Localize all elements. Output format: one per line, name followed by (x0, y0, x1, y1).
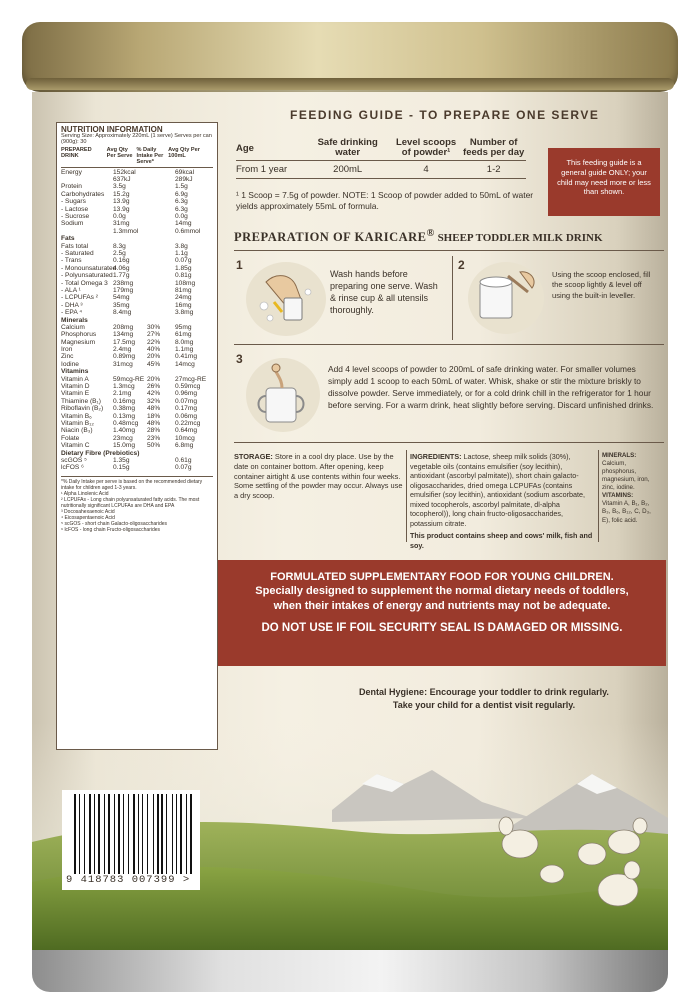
feeding-header-age: Age (236, 143, 254, 154)
barcode-bar (94, 794, 95, 874)
nutrition-cell-p (147, 214, 175, 221)
nutrition-cell-p (147, 458, 175, 465)
nutrition-cell-a: 238mg (113, 279, 134, 287)
nutrition-cell-p (147, 244, 175, 251)
preparation-divider-bottom (234, 442, 664, 443)
nutrition-cell-a: 8.3g (113, 242, 126, 250)
dental-label: Dental Hygiene: (359, 687, 428, 697)
nutrition-cell-a: 31mcg (113, 360, 133, 368)
nutrition-cell-c: 24mg (175, 294, 192, 302)
nutrition-cell-n: Sodium (61, 220, 84, 228)
nutrition-cell-a: 0.38mg (113, 405, 135, 413)
nutrition-cell-a: 1.77g (113, 272, 130, 280)
step-3-illustration (246, 358, 320, 432)
nutrition-cell-n: Vitamin B₆ (61, 412, 92, 420)
nutrition-cell-c: 8.0mg (175, 338, 194, 346)
nutrition-serving: Serving Size: Approximately 220mL (1 serve) Serves per can (900g): 30 (61, 133, 212, 146)
feeding-water: 200mL (333, 163, 363, 175)
barcode-bar (108, 794, 110, 874)
step-2-illustration (468, 262, 544, 334)
nutrition-cell-p (147, 295, 175, 302)
nutrition-row (61, 465, 213, 472)
preparation-title (234, 228, 603, 245)
nutrition-cell-n: Folate (61, 434, 80, 442)
nutrition-cell-a: 134mg (113, 331, 134, 339)
nutrition-cell-c: 6.9g (175, 190, 188, 198)
nutrition-cell-c: 0.07g (175, 464, 192, 472)
step-2-number: 2 (458, 258, 465, 272)
nutrition-footnote: ⁶ lcFOS - long chain Fructo-oligosaccharides (61, 526, 161, 533)
storage-instructions (234, 452, 404, 501)
nutrition-cell-n: scGOS ⁵ (61, 456, 87, 464)
dental-hygiene-note (324, 686, 644, 711)
nutrition-cell-p: 50% (147, 442, 161, 450)
nutrition-cell-p (147, 229, 175, 236)
nutrition-footnote: ² LCPUFAs - Long chain polyunsaturated fatty acids. The most nutritionally significant LCPUFAs are DHA and EPA (61, 496, 200, 509)
banner-line-3: when their intakes of energy and nutrients may not be adequate. (273, 599, 611, 612)
barcode-bar (138, 794, 139, 874)
nutrition-cell-c: 1.1g (175, 249, 188, 257)
nutrition-cell-n: Niacin (B₃) (61, 427, 93, 435)
nutrition-cell-n: Fats (61, 235, 75, 243)
nutrition-cell-c: 0.6mmol (175, 227, 201, 235)
minerals-vitamins-list (602, 452, 652, 525)
nutrition-cell-a: 0.16g (113, 257, 130, 265)
nutrition-row (61, 229, 213, 236)
nutrition-cell-n: - Trans (61, 257, 82, 265)
nutrition-cell-n: Iron (61, 346, 73, 354)
step-1-number: 1 (236, 258, 243, 272)
preparation-divider-middle (234, 344, 664, 345)
nutrition-cell-a: 0.48mcg (113, 419, 139, 427)
barcode-bar (136, 794, 137, 874)
barcode-bar (155, 794, 156, 874)
scoop-leveling-icon (468, 262, 544, 334)
barcode-bar (157, 794, 159, 874)
nutrition-cell-p (147, 288, 175, 295)
step-1-illustration (246, 262, 326, 336)
nutrition-cell-p (147, 310, 175, 317)
nutrition-cell-p: 26% (147, 383, 161, 391)
nutrition-cell-a: 637kJ (113, 176, 131, 184)
nutrition-cell-p (147, 199, 175, 206)
nutrition-footnotes (61, 476, 213, 533)
can-bottom-rim (32, 950, 668, 992)
nutrition-cell-n: Thiamine (B₁) (61, 397, 101, 405)
nutrition-cell-n: Minerals (61, 316, 88, 324)
nutrition-cell-n: Vitamin D (61, 383, 90, 391)
nutrition-cell-a: 1.40mg (113, 427, 135, 435)
dental-line-1: Encourage your toddler to drink regularly. (427, 687, 609, 697)
barcode-bar (81, 794, 84, 874)
nutrition-cell-p (147, 184, 175, 191)
barcode-bar (174, 794, 176, 874)
nutrition-cell-a: 1.3mcg (113, 383, 135, 391)
nutrition-cell-p (147, 465, 175, 472)
nutrition-cell-c: 0.07g (175, 257, 192, 265)
barcode-bar (114, 794, 115, 874)
nutrition-cell-c: 61mg (175, 331, 192, 339)
barcode-bar (188, 794, 189, 874)
nutrition-cell-a: 59mcg-RE (113, 375, 145, 383)
minerals-label: MINERALS: (602, 452, 637, 459)
nutrition-cell-n: - EPA ⁴ (61, 309, 83, 317)
nutrition-cell-p: 30% (147, 323, 161, 331)
barcode-bar (166, 794, 167, 874)
nutrition-cell-n: Vitamin C (61, 442, 90, 450)
nutrition-cell-c: 0.96mg (175, 390, 197, 398)
banner-line-2: Specially designed to supplement the normal dietary needs of toddlers, (255, 585, 629, 598)
preparation-divider-top (234, 250, 664, 251)
nutrition-footnote: ⁵ scGOS - short chain Galacto-oligosaccharides (61, 520, 168, 527)
nutrition-footnote: ¹ Alpha Linolenic Acid (61, 490, 109, 497)
nutrition-cell-p (147, 221, 175, 228)
minerals-text: Calcium, phosphorus, magnesium, iron, zinc, iodine. (602, 460, 650, 492)
nutrition-cell-p: 32% (147, 397, 161, 405)
nutrition-cell-p: 45% (147, 360, 161, 368)
nutrition-rows (61, 170, 213, 473)
nutrition-footnote: *% Daily Intake per serve is based on the recommended dietary intake for children aged 1-3 years. (61, 478, 203, 491)
barcode-bar (142, 794, 144, 874)
barcode-bar (168, 794, 171, 874)
nutrition-cell-c: 0.61g (175, 456, 192, 464)
nutrition-cell-a: 15.0mg (113, 442, 135, 450)
feeding-header-feeds: Number of feeds per day (463, 137, 525, 158)
nutrition-footnote: ³ Docosahexaenoic Acid (61, 508, 115, 515)
nutrition-cell-p: 28% (147, 427, 161, 435)
nutrition-cell-c: 108mg (175, 279, 196, 287)
nutrition-cell-n: lcFOS ⁶ (61, 464, 84, 472)
nutrition-cell-c: 0.0g (175, 213, 188, 221)
nutrition-cell-c: 1.85g (175, 264, 192, 272)
barcode-bar (160, 794, 161, 874)
foil-seal-warning: DO NOT USE IF FOIL SECURITY SEAL IS DAMAGED OR MISSING. (261, 621, 623, 634)
nutrition-row (61, 177, 213, 184)
barcode-bar (121, 794, 122, 874)
nutrition-cell-c: 6.3g (175, 205, 188, 213)
barcode-bar (86, 794, 88, 874)
nutrition-cell-p: 23% (147, 434, 161, 442)
barcode-bar (176, 794, 177, 874)
dental-line-2: Take your child for a dentist visit regularly. (392, 699, 576, 710)
barcode-bar (147, 794, 148, 874)
sheep-3-head (633, 818, 647, 834)
nutrition-header (61, 148, 213, 168)
lamb-1 (540, 865, 564, 883)
nutrition-cell-p (147, 170, 175, 177)
nutrition-cell-p (147, 192, 175, 199)
vitamins-label: VITAMINS: (602, 492, 634, 500)
nutrition-cell-n: - Saturated (61, 249, 94, 257)
nutrition-cell-n: Vitamins (61, 368, 89, 376)
feeding-age: From 1 year (236, 163, 288, 175)
nutrition-cell-a: 1.3mmol (113, 227, 139, 235)
nutrition-footnote: ⁴ Eicosapentaenoic Acid (61, 514, 115, 521)
barcode-bar (123, 794, 124, 874)
nutrition-cell-n: Magnesium (61, 338, 96, 346)
step-3-number: 3 (236, 352, 243, 366)
preparation-title-rest: SHEEP TODDLER MILK DRINK (434, 232, 603, 245)
barcode-bar (79, 794, 80, 874)
nutrition-cell-n: Vitamin A (61, 375, 89, 383)
nutrition-cell-a: 179mg (113, 286, 134, 294)
nutrition-header-daily: % Daily Intake Per Serve* (136, 147, 164, 165)
barcode-bar (153, 794, 154, 874)
nutrition-cell-c: 14mg (175, 220, 192, 228)
feeding-guide-note-box: This feeding guide is a general guide ONLY; your child may need more or less than shown. (548, 148, 660, 216)
nutrition-cell-a: 15.2g (113, 190, 130, 198)
barcode-bar (125, 794, 127, 874)
ingredients-text: Lactose, sheep milk solids (30%), vegetable oils (contains emulsifier (soy lecithin), antioxidant (ascorbyl palmitate)), short chain galacto-oligosaccharides, dried omega LCPUFAs (contains emulsifier (soy lecithin), antioxidant (sodium ascorbate, mixed tocopherols, ascorbyl palmitate, dl-alpha tocopherol)), long chain fructo-oligosaccharides, potassium citrate. (410, 452, 585, 528)
nutrition-cell-p: 42% (147, 390, 161, 398)
feeding-guide-scoop-note: ¹ 1 Scoop = 7.5g of powder. NOTE: 1 Scoop of powder added to 50mL of water yields approximately 55mL of formula. (236, 190, 534, 212)
nutrition-cell-p (147, 258, 175, 265)
nutrition-cell-p: 20% (147, 375, 161, 383)
nutrition-cell-c: 0.07mg (175, 397, 197, 405)
barcode-bar (140, 794, 141, 874)
barcode-bar (186, 794, 187, 874)
nutrition-cell-c: 0.81g (175, 272, 192, 280)
barcode-bar (164, 794, 165, 874)
nutrition-cell-a: 4.06g (113, 264, 130, 272)
registered-mark: ® (426, 228, 435, 239)
barcode-bar (128, 794, 129, 874)
feeding-scoops: 4 (423, 163, 429, 175)
nutrition-cell-p: 22% (147, 338, 161, 346)
nutrition-cell-c: 3.8g (175, 242, 188, 250)
nutrition-cell-p (147, 251, 175, 258)
nutrition-cell-n: Carbohydrates (61, 190, 105, 198)
barcode-bar (84, 794, 85, 874)
ingredients-divider-right (598, 450, 599, 542)
storage-label: STORAGE: (234, 452, 273, 461)
nutrition-cell-n: - DHA ³ (61, 301, 83, 309)
nutrition-cell-c: 81mg (175, 286, 192, 294)
nutrition-cell-n: Protein (61, 183, 82, 191)
barcode-bar (183, 794, 185, 874)
nutrition-cell-p (147, 281, 175, 288)
nutrition-cell-c: 0.17mg (175, 405, 197, 413)
nutrition-cell-c: 3.8mg (175, 309, 194, 317)
barcode-bar (172, 794, 173, 874)
nutrition-cell-a: 2.1mg (113, 390, 132, 398)
nutrition-cell-p (147, 451, 175, 458)
nutrition-cell-p (147, 266, 175, 273)
feeding-guide-data-row (236, 161, 526, 179)
nutrition-cell-p: 20% (147, 353, 161, 361)
nutrition-cell-a: 0.13mg (113, 412, 135, 420)
nutrition-cell-a: 13.9g (113, 198, 130, 206)
nutrition-cell-p: 40% (147, 346, 161, 354)
can-lid-rim (26, 78, 674, 90)
barcode-bar (178, 794, 179, 874)
nutrition-cell-c: 6.3g (175, 198, 188, 206)
nutrition-cell-a: 0.16mg (113, 397, 135, 405)
barcode-number: 9 418783 007399 > (66, 874, 191, 886)
nutrition-cell-a: 1.35g (113, 456, 130, 464)
storage-text: Store in a cool dry place. Use by the date on container bottom. After opening, keep container airtight & use contents within four weeks. Some settling of the powder may occur. Always use a dry scoop. (234, 452, 403, 501)
feeding-feeds: 1-2 (486, 163, 501, 175)
nutrition-cell-a: 13.9g (113, 205, 130, 213)
nutrition-cell-n: Vitamin E (61, 390, 90, 398)
step-3-text: Add 4 level scoops of powder to 200mL of safe drinking water. For smaller volumes simply add 1 scoop to each 50mL of water. Whisk, shake or stir the mixture briskly to dissolve powder. Serve immediately, or for a cold drink chill in the refrigerator for 1 hour before serving. For a warm drink, heat slightly before serving. Discard unfinished drinks. (328, 364, 654, 410)
nutrition-cell-n: - ALA ¹ (61, 286, 81, 294)
barcode-bars (74, 794, 195, 874)
supplementary-food-banner (218, 560, 666, 666)
feeding-guide-table (236, 138, 526, 179)
nutrition-cell-n: Phosphorus (61, 331, 97, 339)
feeding-guide-header-row (236, 138, 526, 161)
nutrition-cell-a: 0.89mg (113, 353, 135, 361)
barcode-bar (190, 794, 193, 874)
nutrition-cell-n: Calcium (61, 323, 85, 331)
nutrition-cell-c: 16mg (175, 301, 192, 309)
nutrition-cell-n: Dietary Fibre (Prebiotics) (61, 449, 140, 457)
nutrition-cell-c: 27mcg-RE (175, 375, 207, 383)
barcode-bar (89, 794, 91, 874)
nutrition-cell-a: 0.0g (113, 213, 126, 221)
hand-washing-icon (246, 262, 326, 336)
nutrition-cell-a: 2.5g (113, 249, 126, 257)
barcode-bar (180, 794, 182, 874)
nutrition-cell-n: - LCPUFAs ² (61, 294, 99, 302)
nutrition-header-qty: Avg Qty Per Serve (106, 147, 133, 159)
step-2-text: Using the scoop enclosed, fill the scoop lightly & level off using the built-in leveller. (552, 270, 651, 300)
nutrition-cell-c: 0.64mg (175, 427, 197, 435)
feeding-guide-title: FEEDING GUIDE - TO PREPARE ONE SERVE (290, 108, 600, 122)
nutrition-information-panel (56, 122, 218, 750)
nutrition-cell-c: 1.5g (175, 183, 188, 191)
barcode (62, 790, 200, 890)
nutrition-cell-c: 289kJ (175, 176, 193, 184)
nutrition-header-item: PREPARED DRINK (61, 147, 92, 159)
step-divider-vertical (452, 256, 453, 340)
nutrition-cell-c: 14mcg (175, 360, 195, 368)
nutrition-cell-p: 48% (147, 405, 161, 413)
banner-line-1: FORMULATED SUPPLEMENTARY FOOD FOR YOUNG CHILDREN. (270, 571, 614, 583)
nutrition-cell-n: Zinc (61, 353, 74, 361)
nutrition-cell-c: 95mg (175, 323, 192, 331)
nutrition-cell-n: - Lactose (61, 205, 89, 213)
nutrition-cell-a: 208mg (113, 323, 134, 331)
step-1-text: Wash hands before preparing one serve. Wash & rinse cup & all utensils thoroughly. (330, 269, 438, 316)
barcode-bar (118, 794, 120, 874)
nutrition-cell-n: Energy (61, 168, 82, 176)
nutrition-cell-a: 3.5g (113, 183, 126, 191)
barcode-bar (116, 794, 117, 874)
nutrition-cell-n: - Monounsaturated (61, 264, 117, 272)
nutrition-cell-p (147, 303, 175, 310)
feeding-header-water: Safe drinking water (317, 137, 378, 158)
nutrition-cell-c: 10mcg (175, 434, 195, 442)
sheep-3 (608, 830, 640, 854)
nutrition-cell-a: 31mg (113, 220, 130, 228)
nutrition-cell-n: - Total Omega 3 (61, 279, 108, 287)
nutrition-cell-n: Vitamin B₁₂ (61, 419, 94, 427)
nutrition-cell-a: 8.4mg (113, 309, 132, 317)
barcode-bar (98, 794, 101, 874)
nutrition-cell-n: Iodine (61, 360, 79, 368)
allergen-statement: This product contains sheep and cows' milk, fish and soy. (410, 531, 593, 550)
ingredients-divider-left (406, 450, 407, 542)
barcode-bar (96, 794, 97, 874)
sheep-2 (578, 843, 606, 865)
nutrition-cell-p: 27% (147, 331, 161, 339)
nutrition-header-100ml: Avg Qty Per 100mL (168, 147, 200, 159)
barcode-bar (106, 794, 107, 874)
barcode-bar (74, 794, 76, 874)
nutrition-cell-p: 18% (147, 412, 161, 420)
nutrition-cell-a: 2.4mg (113, 346, 132, 354)
barcode-bar (193, 794, 194, 874)
nutrition-cell-p (147, 207, 175, 214)
nutrition-cell-n: Fats total (61, 242, 89, 250)
sheep-1-head (499, 817, 513, 835)
barcode-bar (92, 794, 93, 874)
nutrition-cell-n: Riboflavin (B₂) (61, 405, 104, 413)
ingredients-label: INGREDIENTS: (410, 452, 462, 461)
nutrition-cell-p (147, 177, 175, 184)
barcode-bar (101, 794, 103, 874)
preparation-title-main: PREPARATION OF KARICARE (234, 230, 427, 245)
nutrition-cell-n: - Sucrose (61, 213, 90, 221)
sheep-4-head (624, 861, 640, 879)
nutrition-cell-a: 54mg (113, 294, 130, 302)
barcode-bar (129, 794, 132, 874)
barcode-bar (77, 794, 78, 874)
nutrition-cell-c: 0.41mg (175, 353, 197, 361)
ingredients-list (410, 452, 596, 550)
nutrition-cell-n: - Polyunsaturated (61, 272, 113, 280)
nutrition-title: NUTRITION INFORMATION (61, 125, 163, 134)
nutrition-cell-a: 17.5mg (113, 338, 135, 346)
barcode-bar (144, 794, 146, 874)
nutrition-cell-p (147, 273, 175, 280)
nutrition-cell-p (147, 236, 175, 243)
nutrition-cell-n: - Sugars (61, 198, 86, 206)
sippy-cup-icon (246, 358, 320, 432)
feeding-header-scoops: Level scoops of powder¹ (395, 137, 457, 158)
barcode-bar (161, 794, 163, 874)
nutrition-cell-p: 48% (147, 419, 161, 427)
barcode-bar (133, 794, 135, 874)
nutrition-cell-c: 6.8mg (175, 442, 194, 450)
barcode-bar (111, 794, 114, 874)
nutrition-cell-c: 69kcal (175, 168, 195, 176)
nutrition-cell-c: 0.59mcg (175, 383, 201, 391)
nutrition-cell-c: 1.1mg (175, 346, 194, 354)
barcode-bar (149, 794, 152, 874)
nutrition-cell-a: 0.15g (113, 464, 130, 472)
vitamins-text: Vitamin A, B₁, B₂, B₃, B₆, B₁₂, C, D₃, E), folic acid. (602, 500, 651, 524)
nutrition-cell-a: 152kcal (113, 168, 136, 176)
nutrition-cell-c: 0.06mg (175, 412, 197, 420)
barcode-bar (104, 794, 105, 874)
nutrition-cell-a: 23mcg (113, 434, 133, 442)
nutrition-cell-a: 35mg (113, 301, 130, 309)
nutrition-cell-c: 0.22mcg (175, 419, 201, 427)
